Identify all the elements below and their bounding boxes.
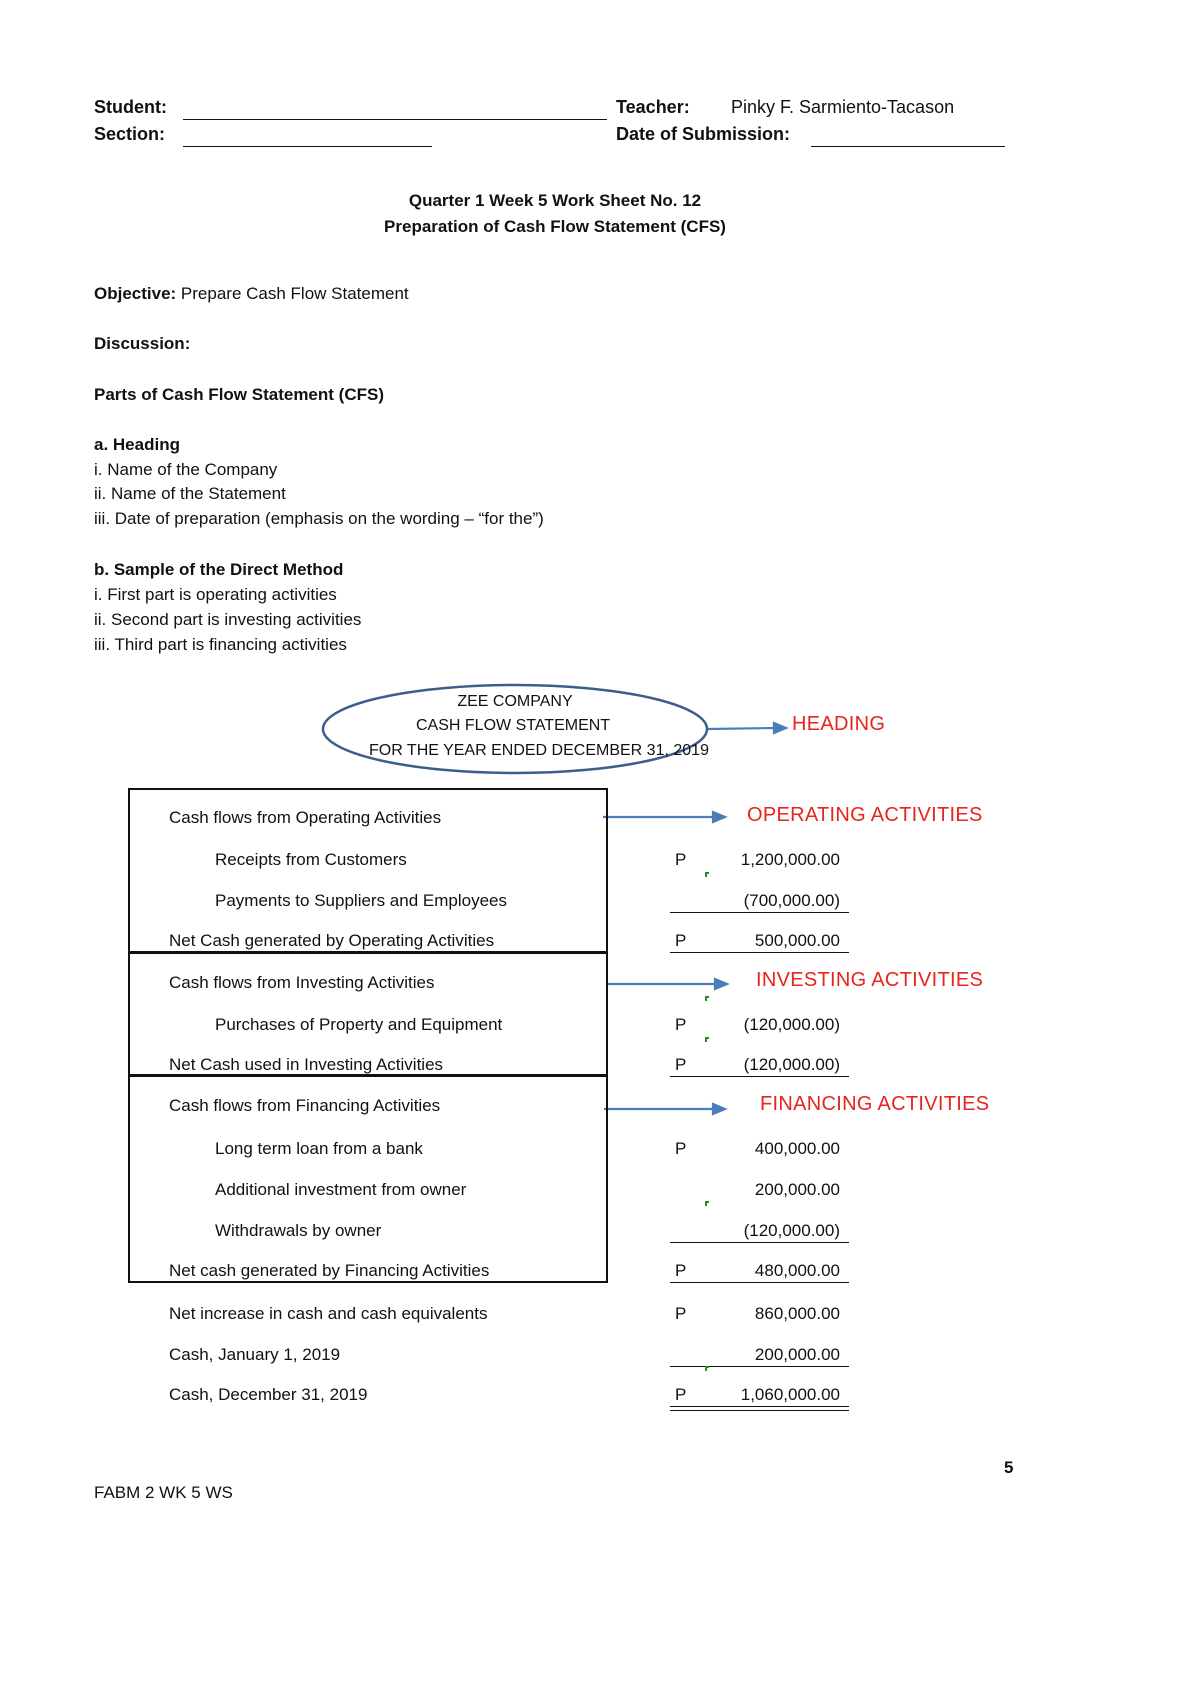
tick-mark	[705, 872, 709, 877]
investing-annotation: INVESTING ACTIVITIES	[756, 969, 984, 991]
teacher-label: Teacher:	[616, 97, 690, 117]
fin-row-withdrawals: Withdrawals by owner	[215, 1221, 382, 1240]
operating-net-amount: 500,000.00	[754, 931, 840, 950]
cash-ending: Cash, December 31, 2019	[169, 1385, 368, 1404]
investing-arrow-head	[715, 979, 727, 989]
double-rule-bottom	[670, 1410, 849, 1411]
total-rule	[670, 952, 849, 953]
op-row-payments: Payments to Suppliers and Employees	[215, 891, 507, 910]
peso-sign: P	[675, 1261, 687, 1280]
section-a-item: iii. Date of preparation (emphasis on the wording – “for the”)	[94, 509, 544, 528]
section-b-heading: b. Sample of the Direct Method	[94, 560, 344, 579]
tick-mark	[705, 996, 709, 1001]
net-increase-amount: 860,000.00	[754, 1304, 840, 1323]
tick-mark	[705, 1366, 709, 1371]
financing-title: Cash flows from Financing Activities	[169, 1096, 441, 1115]
peso-sign: P	[675, 1055, 687, 1074]
subtotal-rule	[670, 1366, 849, 1367]
peso-sign: P	[675, 1139, 687, 1158]
heading-annotation: HEADING	[792, 713, 886, 735]
fin-row-loan-amount: 400,000.00	[754, 1139, 840, 1158]
section-b-item: i. First part is operating activities	[94, 585, 337, 604]
financing-net-amount: 480,000.00	[754, 1261, 840, 1280]
tick-mark	[705, 1201, 709, 1206]
operating-annotation: OPERATING ACTIVITIES	[747, 804, 983, 826]
op-row-receipts-amount: 1,200,000.00	[740, 850, 840, 869]
financing-arrow-head	[713, 1104, 725, 1114]
section-b-item: ii. Second part is investing activities	[94, 610, 362, 629]
heading-arrow-head	[774, 723, 786, 733]
inv-row-purchases-amount: (120,000.00)	[743, 1015, 840, 1034]
cash-beginning-amount: 200,000.00	[754, 1345, 840, 1364]
op-row-payments-amount: (700,000.00)	[743, 891, 840, 910]
op-row-receipts: Receipts from Customers	[215, 850, 407, 869]
discussion-label: Discussion:	[94, 334, 191, 353]
section-a-item: ii. Name of the Statement	[94, 484, 286, 503]
operating-title: Cash flows from Operating Activities	[169, 808, 442, 827]
footer-text: FABM 2 WK 5 WS	[94, 1483, 233, 1502]
objective-text: Prepare Cash Flow Statement	[176, 284, 409, 303]
heading-arrow	[708, 728, 776, 729]
peso-sign: P	[675, 1304, 687, 1323]
financing-annotation: FINANCING ACTIVITIES	[760, 1093, 990, 1115]
total-rule	[670, 1282, 849, 1283]
worksheet-subtitle: Preparation of Cash Flow Statement (CFS)	[384, 217, 726, 236]
total-rule	[670, 1076, 849, 1077]
peso-sign: P	[675, 850, 687, 869]
statement-period: FOR THE YEAR ENDED DECEMBER 31, 2019	[369, 742, 709, 759]
submission-label: Date of Submission:	[616, 124, 791, 144]
subtotal-rule	[670, 912, 849, 913]
statement-name: CASH FLOW STATEMENT	[416, 717, 611, 734]
page-number: 5	[1004, 1458, 1014, 1477]
investing-title: Cash flows from Investing Activities	[169, 973, 435, 992]
cash-ending-amount: 1,060,000.00	[740, 1385, 840, 1404]
objective-label: Objective:	[94, 284, 177, 303]
peso-sign: P	[675, 1385, 687, 1404]
double-rule-top	[670, 1406, 849, 1407]
company-name: ZEE COMPANY	[457, 693, 573, 710]
investing-net: Net Cash used in Investing Activities	[169, 1055, 444, 1074]
subtotal-rule	[670, 1242, 849, 1243]
student-label: Student:	[94, 97, 167, 117]
investing-net-amount: (120,000.00)	[743, 1055, 840, 1074]
parts-heading: Parts of Cash Flow Statement (CFS)	[94, 385, 384, 404]
section-label: Section:	[94, 124, 166, 144]
cash-beginning: Cash, January 1, 2019	[169, 1345, 341, 1364]
operating-arrow-head	[713, 812, 725, 822]
peso-sign: P	[675, 1015, 687, 1034]
tick-mark	[705, 1037, 709, 1042]
section-a-heading: a. Heading	[94, 435, 180, 454]
worksheet-title: Quarter 1 Week 5 Work Sheet No. 12	[408, 191, 702, 210]
operating-net: Net Cash generated by Operating Activities	[169, 931, 495, 950]
financing-net: Net cash generated by Financing Activities	[169, 1261, 490, 1280]
fin-row-investment: Additional investment from owner	[215, 1180, 467, 1199]
fin-row-investment-amount: 200,000.00	[754, 1180, 840, 1199]
section-b-item: iii. Third part is financing activities	[94, 635, 347, 654]
fin-row-loan: Long term loan from a bank	[215, 1139, 423, 1158]
teacher-name: Pinky F. Sarmiento-Tacason	[731, 97, 955, 117]
inv-row-purchases: Purchases of Property and Equipment	[215, 1015, 503, 1034]
section-a-item: i. Name of the Company	[94, 460, 278, 479]
fin-row-withdrawals-amount: (120,000.00)	[743, 1221, 840, 1240]
net-increase: Net increase in cash and cash equivalents	[169, 1304, 488, 1323]
peso-sign: P	[675, 931, 687, 950]
